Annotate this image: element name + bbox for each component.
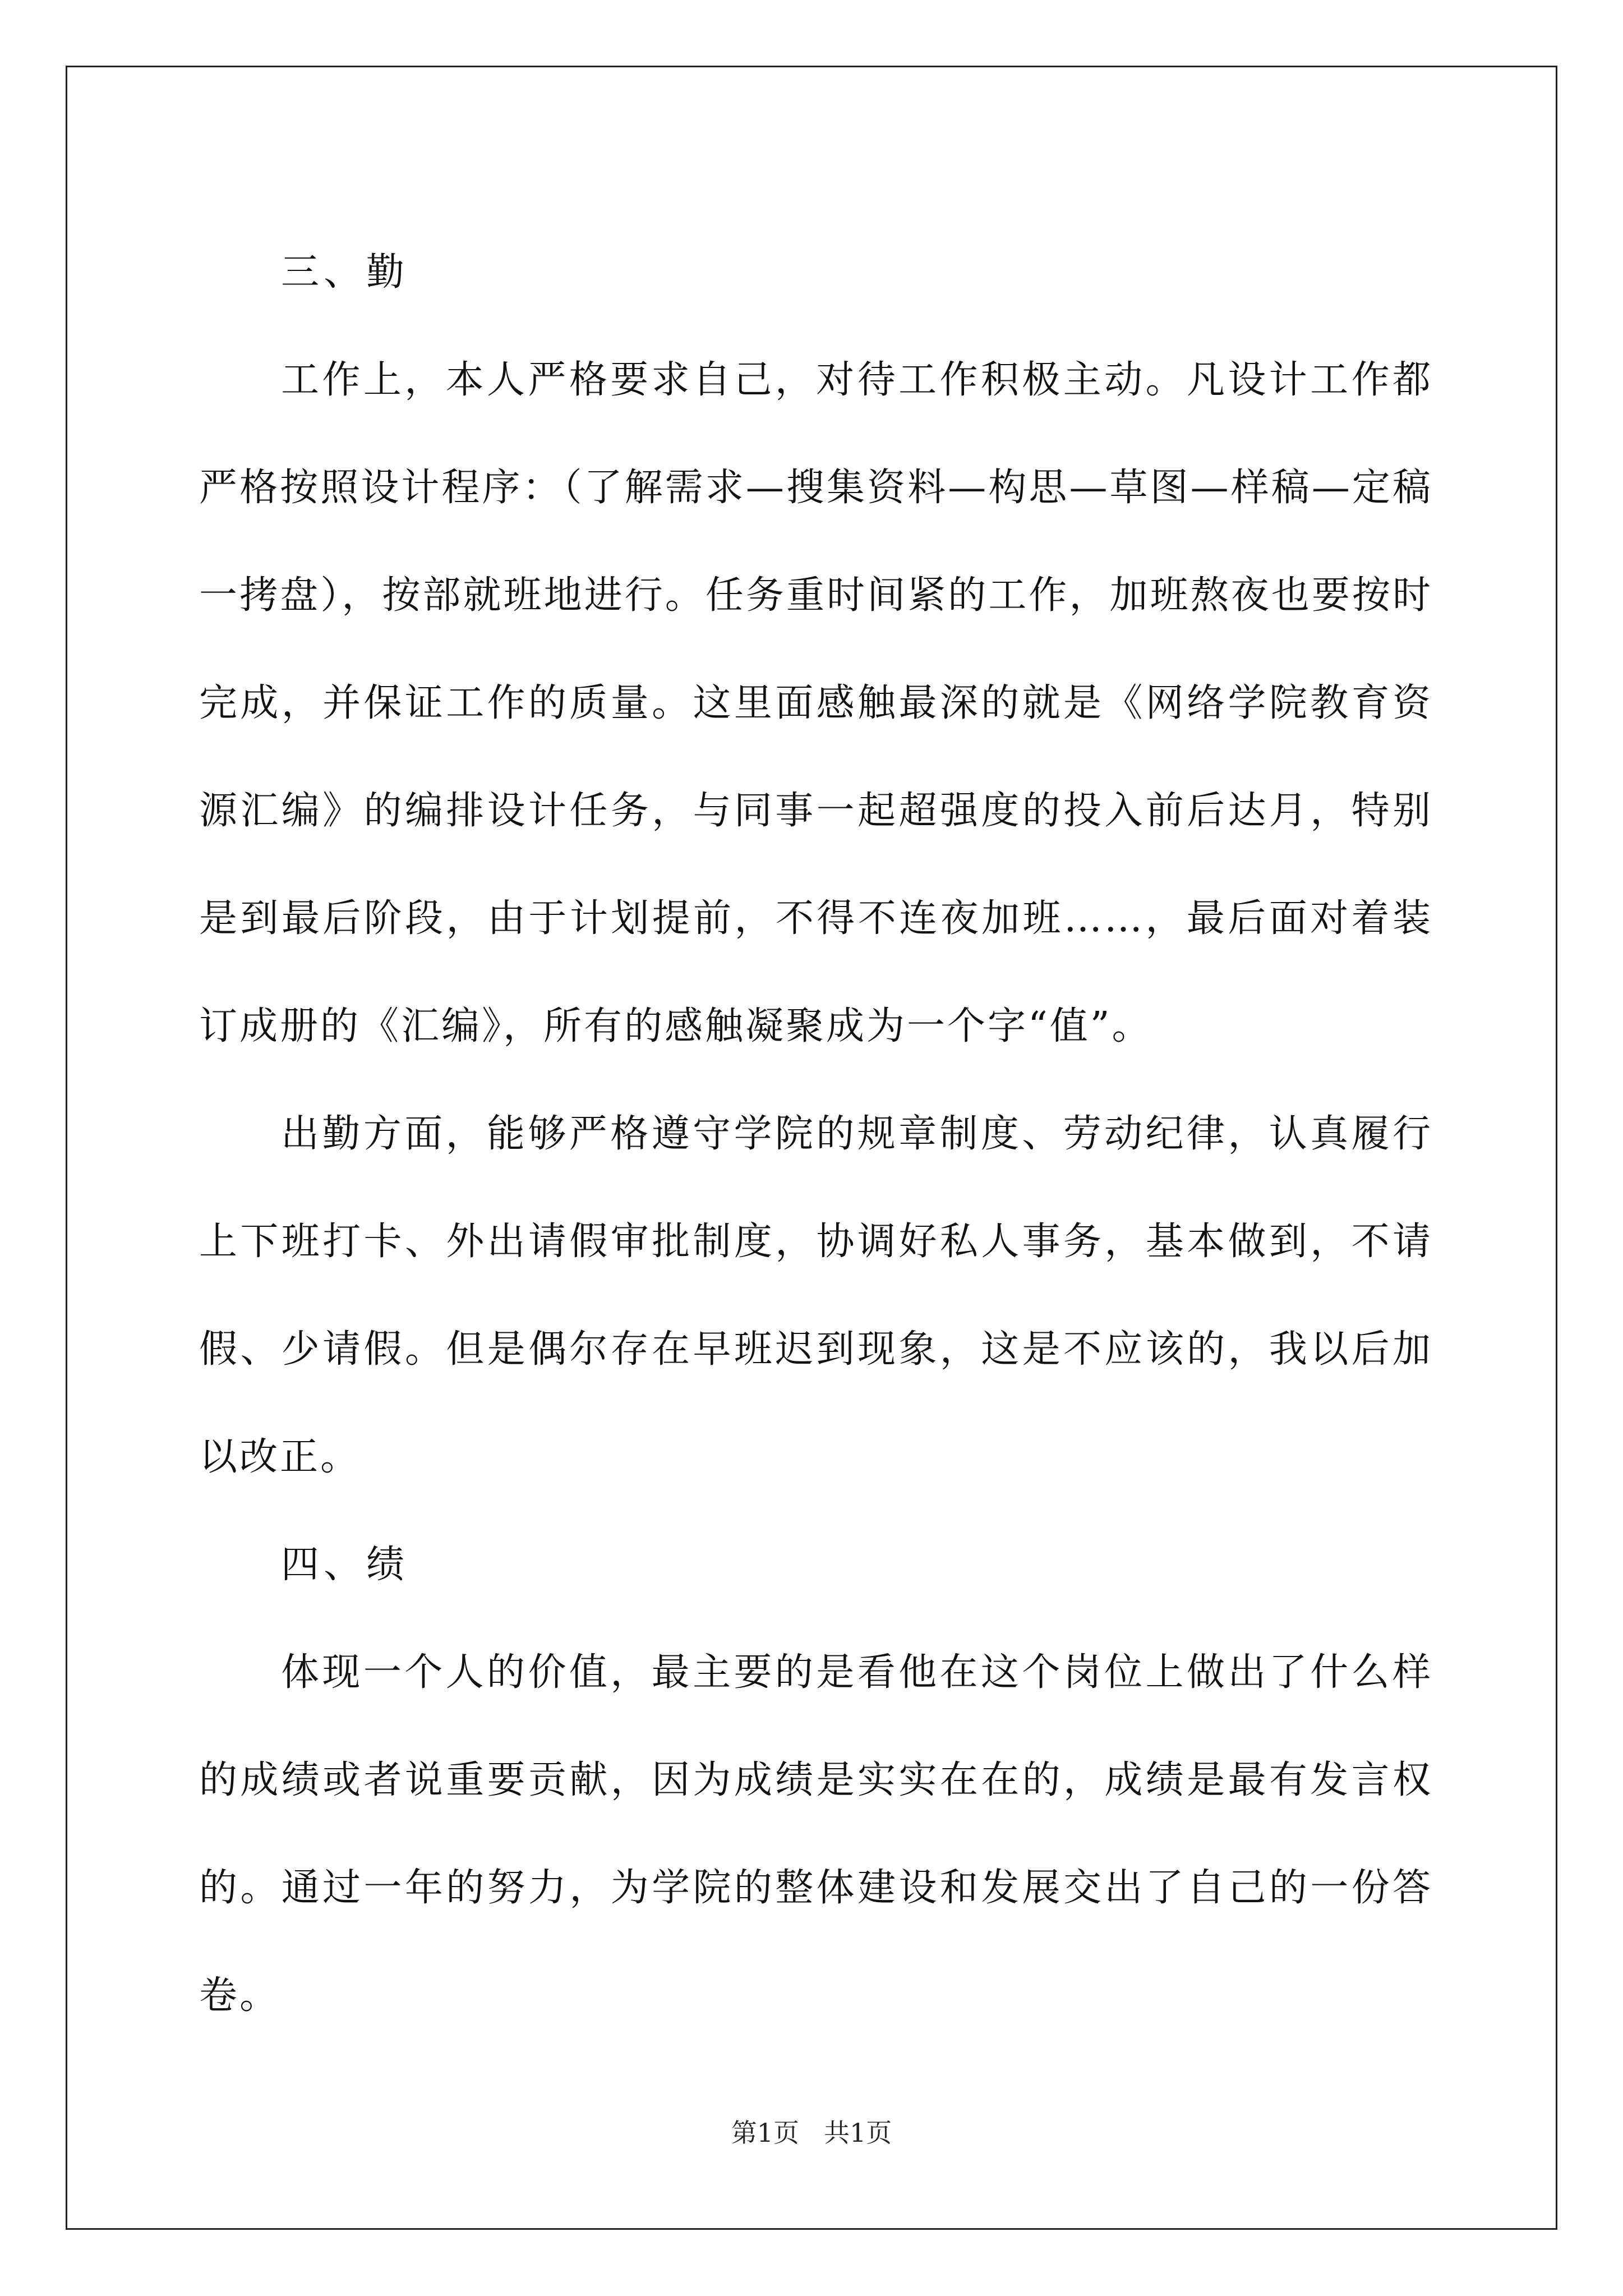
page-total: 共1页 [823,2118,892,2148]
page-number: 第1页 [731,2118,800,2148]
paragraph-achievements: 体现一个人的价值，最主要的是看他在这个岗位上做出了什么样的成绩或者说重要贡献，因为成绩是实实在在的，成绩是最有发言权的。通过一年的努力，为学院的整体建设和发展交出了自己的一份答卷。 [199,1650,1433,2018]
section-heading-qin: 三、勤 [281,250,409,295]
paragraph-work-attitude: 工作上，本人严格要求自己，对待工作积极主动。凡设计工作都严格按照设计程序：（了解需求—搜集资料—构思—草图—样稿—定稿一拷盘），按部就班地进行。任务重时间紧的工作，加班熬夜也要按时完成，并保证工作的质量。这里面感触最深的就是《网络学院教育资源汇编》的编排设计任务，与同事一起超强度的投入前后达月，特别是到最后阶段，由于计划提前，不得不连夜加班……，最后面对着装订成册的《汇编》，所有的感触凝聚成为一个字“值”。 [199,358,1433,1048]
document-body [199,219,1433,2050]
paragraph-attendance: 出勤方面，能够严格遵守学院的规章制度、劳动纪律，认真履行上下班打卡、外出请假审批制度，协调好私人事务，基本做到，不请假、少请假。但是偶尔存在早班迟到现象，这是不应该的，我以后加以改正。 [199,1112,1433,1479]
page-footer [0,2113,1623,2150]
section-heading-ji: 四、绩 [281,1543,409,1587]
